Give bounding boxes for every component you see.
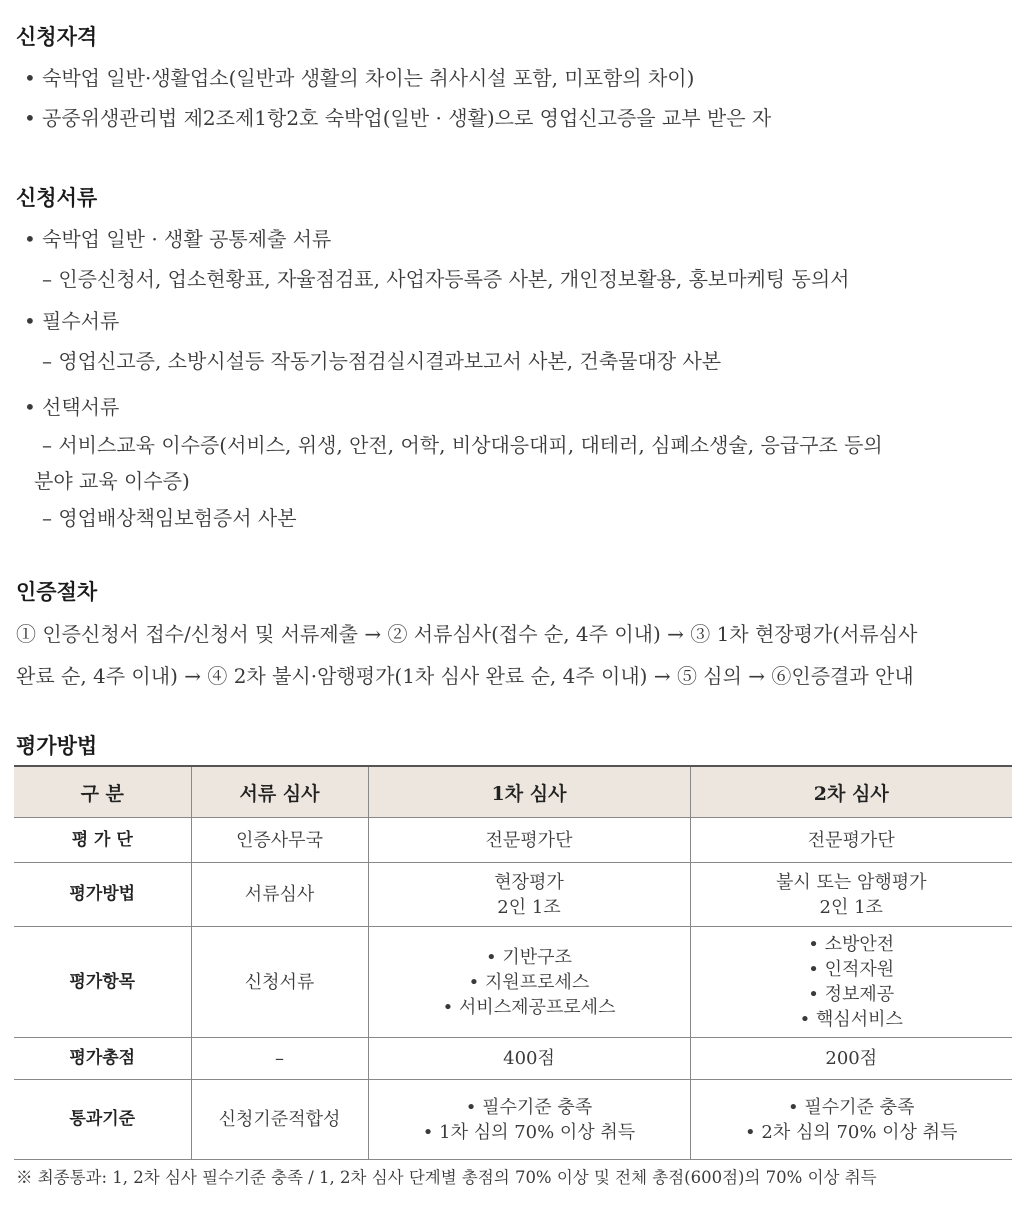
cell-text: 400점 [503,1048,555,1069]
row-label: 평 가 단 [14,818,191,863]
cell-text: • 지원프로세스 [468,971,590,993]
table-cell [191,1038,368,1080]
cell-text: 2인 1조 [497,896,561,918]
table-row [14,1038,1012,1080]
table-header-row [14,766,1012,818]
evaluation-section [16,731,1012,761]
table-row [14,863,1012,927]
required-documents-title: • 필수서류 [16,301,1012,341]
table-cell [690,1038,1012,1080]
procedure-section [16,577,1012,697]
table-cell [690,927,1012,1038]
common-documents-detail: – 인증신청서, 업소현황표, 자율점검표, 사업자등록증 사본, 개인정보활용, 홍보마케팅 동의서 [42,267,850,291]
optional-documents-detail-2: – 영업배상책임보험증서 사본 [42,506,297,530]
table-cell [690,818,1012,863]
table-row [14,927,1012,1038]
cell-text: 신청기준적합성 [218,1109,341,1130]
evaluation-table [14,765,1012,1160]
cell-text: • 정보제공 [808,984,895,1005]
required-documents-detail: – 영업신고증, 소방시설등 작동기능점검실시결과보고서 사본, 건축물대장 사본 [42,349,722,373]
cell-text: 전문평가단 [485,829,573,851]
qualification-section [16,22,1012,138]
table-cell [368,863,690,927]
documents-section [16,183,1012,537]
table-cell [368,1038,690,1080]
cell-text: 인증사무국 [236,829,323,851]
cell-text: • 소방안전 [808,934,895,955]
documents-heading: 신청서류 [16,186,98,210]
cell-text: – [275,1048,284,1069]
table-row [14,818,1012,863]
row-label: 평가총점 [14,1038,191,1080]
common-documents-title: • 숙박업 일반 · 생활 공통제출 서류 [16,219,1012,259]
evaluation-heading: 평가방법 [16,734,98,758]
cell-text: 2인 1조 [819,896,883,918]
cell-text: • 기반구조 [486,946,572,968]
cell-text: • 1차 심의 70% 이상 취득 [422,1121,636,1143]
table-cell [690,1080,1012,1160]
cell-text: • 필수기준 충족 [465,1096,593,1118]
table-cell [368,927,690,1038]
optional-documents-detail-1-cont: 분야 교육 이수증) [34,469,190,493]
cell-text: • 핵심서비스 [799,1009,903,1030]
row-label: 평가방법 [14,863,191,927]
procedure-line: 완료 순, 4주 이내) → ④ 2차 불시·암행평가(1차 심사 완료 순, 4주 이내) → ⑤ 심의 → ⑥인증결과 안내 [16,664,914,688]
table-cell [191,1080,368,1160]
cell-text: 신청서류 [244,971,315,993]
cell-text: 서류심사 [244,884,315,905]
table-cell [191,863,368,927]
procedure-line: ① 인증신청서 접수/신청서 및 서류제출 → ② 서류심사(접수 순, 4주 이내) → ③ 1차 현장평가(서류심사 [16,622,918,646]
cell-text: • 인적자원 [808,959,895,980]
cell-text: • 필수기준 충족 [788,1096,915,1118]
row-label: 평가항목 [14,927,191,1038]
table-cell [191,818,368,863]
footnote: ※ 최종통과: 1, 2차 심사 필수기준 충족 / 1, 2차 심사 단계별 총점의 70% 이상 및 전체 총점(600점)의 70% 이상 취득 [16,1168,877,1187]
qualification-item: • 숙박업 일반·생활업소(일반과 생활의 차이는 취사시설 포함, 미포함의 차이) [16,58,1012,98]
cell-text: 불시 또는 암행평가 [775,871,927,893]
procedure-heading: 인증절차 [16,580,98,604]
column-header: 서류 심사 [191,766,368,818]
table-cell [690,863,1012,927]
optional-documents-title: • 선택서류 [16,387,1012,427]
row-label: 통과기준 [14,1080,191,1160]
qualification-heading: 신청자격 [16,25,98,49]
table-cell [368,818,690,863]
table-cell [368,1080,690,1160]
cell-text: 전문평가단 [807,829,895,851]
cell-text: • 2차 심의 70% 이상 취득 [745,1121,958,1143]
column-header: 1차 심사 [368,766,690,818]
table-row [14,1080,1012,1160]
column-header: 2차 심사 [690,766,1012,818]
cell-text: 200점 [825,1048,878,1069]
cell-text: 현장평가 [494,871,564,893]
table-cell [191,927,368,1038]
optional-documents-detail-1: – 서비스교육 이수증(서비스, 위생, 안전, 어학, 비상대응대피, 대테러, 심폐소생술, 응급구조 등의 [42,433,883,457]
column-header: 구 분 [14,766,191,818]
qualification-item: • 공중위생관리법 제2조제1항2호 숙박업(일반 · 생활)으로 영업신고증을 교부 받은 자 [16,98,1012,138]
cell-text: • 서비스제공프로세스 [442,996,616,1018]
